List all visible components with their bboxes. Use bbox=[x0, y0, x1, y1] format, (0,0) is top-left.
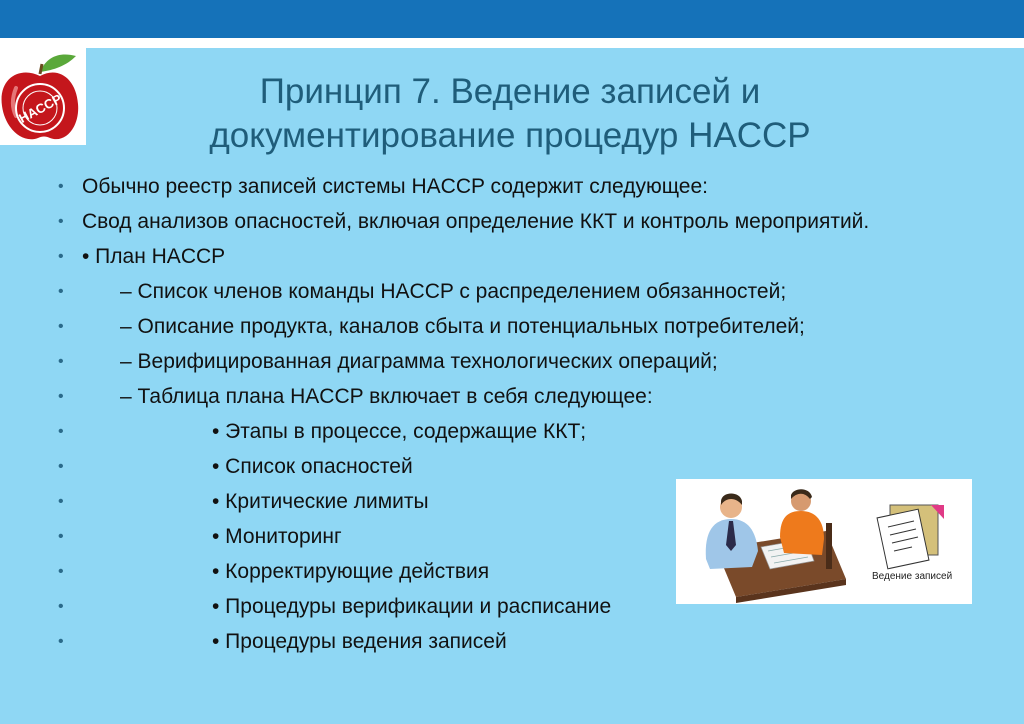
list-item-text: • Процедуры ведения записей bbox=[212, 630, 507, 653]
list-item bbox=[58, 279, 963, 305]
list-item bbox=[58, 384, 963, 410]
bullet-marker: • bbox=[58, 388, 64, 405]
list-item bbox=[58, 349, 963, 375]
bullet-marker: • bbox=[58, 353, 64, 370]
title-line-2: документирование процедур HACCP bbox=[209, 116, 811, 155]
list-item bbox=[58, 244, 963, 270]
bullet-marker: • bbox=[58, 178, 64, 195]
haccp-apple-logo bbox=[0, 48, 86, 145]
list-item-text: – Таблица плана HACCP включает в себя следующее: bbox=[120, 385, 653, 408]
list-item bbox=[58, 629, 963, 655]
bullet-marker: • bbox=[58, 493, 64, 510]
bullet-marker: • bbox=[58, 528, 64, 545]
bullet-marker: • bbox=[58, 248, 64, 265]
list-item-text: Свод анализов опасностей, включая определение ККТ и контроль мероприятий. bbox=[82, 210, 870, 233]
list-item-text: – Список членов команды HACCP с распределением обязанностей; bbox=[120, 280, 787, 303]
list-item bbox=[58, 174, 963, 200]
title-line-1: Принцип 7. Ведение записей и bbox=[259, 72, 761, 111]
logo-text: HACCP bbox=[16, 90, 65, 126]
bullet-marker: • bbox=[58, 633, 64, 650]
slide-title bbox=[110, 70, 910, 158]
list-item-text: • Корректирующие действия bbox=[212, 560, 490, 583]
list-item-text: • Этапы в процессе, содержащие ККТ; bbox=[212, 420, 587, 443]
list-item-text: • Мониторинг bbox=[212, 525, 342, 548]
list-item-text: • План HACCP bbox=[82, 245, 226, 268]
list-item-text: • Список опасностей bbox=[212, 455, 413, 478]
list-item-text: • Процедуры верификации и расписание bbox=[212, 595, 612, 618]
list-item-text: Обычно реестр записей системы HACCP содержит следующее: bbox=[82, 175, 708, 198]
meeting-illustration-icon bbox=[676, 479, 972, 604]
list-item bbox=[58, 454, 963, 480]
list-item-text: – Верифицированная диаграмма технологических операций; bbox=[120, 350, 718, 373]
list-item bbox=[58, 314, 963, 340]
bullet-marker: • bbox=[58, 283, 64, 300]
list-item bbox=[58, 419, 963, 445]
list-item bbox=[58, 209, 963, 235]
list-item-text: • Критические лимиты bbox=[212, 490, 429, 513]
bullet-marker: • bbox=[58, 213, 64, 230]
top-banner bbox=[0, 0, 1024, 38]
bullet-marker: • bbox=[58, 458, 64, 475]
record-keeping-illustration bbox=[676, 479, 972, 604]
bullet-marker: • bbox=[58, 598, 64, 615]
list-item-text: – Описание продукта, каналов сбыта и потенциальных потребителей; bbox=[120, 315, 805, 338]
bullet-marker: • bbox=[58, 318, 64, 335]
apple-icon bbox=[0, 48, 86, 145]
illustration-caption: Ведение записей bbox=[872, 571, 953, 582]
bullet-marker: • bbox=[58, 423, 64, 440]
bullet-marker: • bbox=[58, 563, 64, 580]
